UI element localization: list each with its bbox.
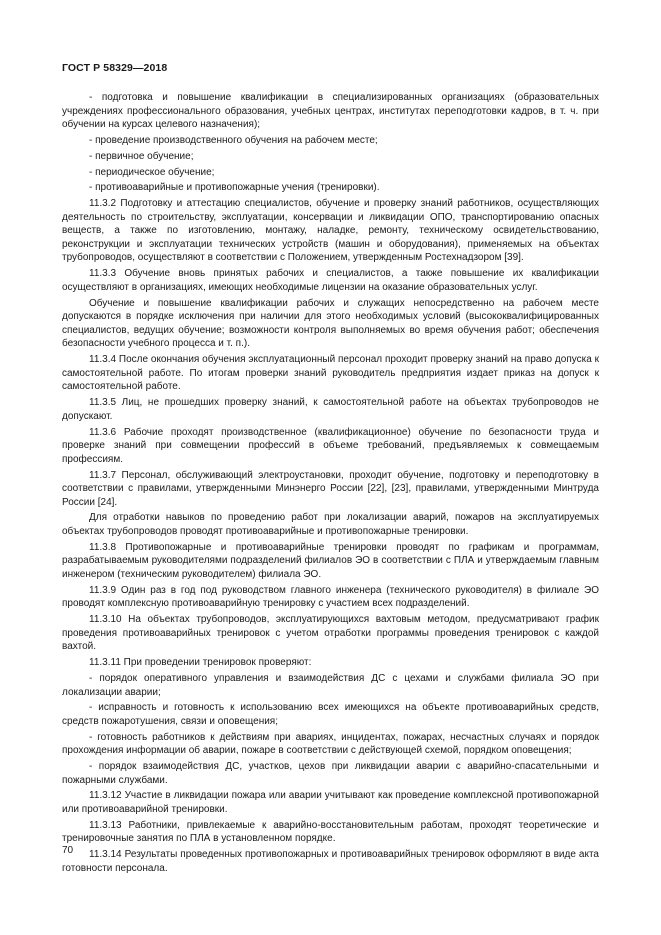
paragraph: 11.3.6 Рабочие проходят производственное (квалификационное) обучение по безопасности труда и проверке знаний при совмещении профессий в объеме требований, предъявляемых к совмещаемым профессиям. (62, 426, 599, 465)
paragraph: 11.3.4 После окончания обучения эксплуатационный персонал проходит проверку знаний на право допуска к самостоятельной работе. По итогам проверки знаний руководитель предприятия издает приказ на допуск к самостоятельной работе. (62, 354, 599, 393)
page-number: 70 (62, 845, 74, 856)
paragraph: - порядок оперативного управления и взаимодействия ДС с цехами и службами филиала ЭО при локализации аварии; (62, 672, 599, 698)
paragraph: - исправность и готовность к использованию всех имеющихся на объекте противоаварийных средств, средств пожаротушения, связи и оповещения; (62, 702, 599, 727)
paragraph: 11.3.13 Работники, привлекаемые к аварийно-восстановительным работам, проходят теоретические и тренировочные занятия по ПЛА в установленном порядке. (62, 819, 599, 845)
document-header: ГОСТ Р 58329—2018 (62, 62, 168, 74)
paragraph: 11.3.10 На объектах трубопроводов, эксплуатирующихся вахтовым методом, предусматривают график проведения противоаварийных тренировок с учетом отработки программы проведения тренировок с каждой вахтой. (62, 614, 599, 653)
paragraph: 11.3.14 Результаты проведенных противопожарных и противоаварийных тренировок оформляют в виде акта готовности персонала. (62, 849, 599, 874)
paragraph: - противоаварийные и противопожарные учения (тренировки). (89, 182, 380, 194)
paragraph: - периодическое обучение; (89, 166, 215, 178)
paragraph: 11.3.3 Обучение вновь принятых рабочих и специалистов, а также повышение их квалификации осуществляют в организациях, имеющих необходимые лицензии на оказание образовательных услуг. (62, 268, 599, 293)
paragraph: Для отработки навыков по проведению работ при локализации аварий, пожаров на эксплуатируемых объектах трубопроводов проводят противоаварийные и противопожарные тренировки. (62, 512, 599, 538)
paragraph: 11.3.8 Противопожарные и противоаварийные тренировки проводят по графикам и программам, разрабатываемым руководителями подразделений филиалов ЭО в соответствии с ПЛА и утверждаемым главным инженером (техническим руководителем) филиала ЭО. (62, 541, 599, 581)
paragraph: 11.3.12 Участие в ликвидации пожара или аварии учитывают как проведение комплексной противопожарной или противоаварийной тренировки. (62, 790, 599, 816)
paragraph: 11.3.5 Лиц, не прошедших проверку знаний, к самостоятельной работе на объектах трубопроводов не допускают. (62, 397, 599, 422)
paragraph: - готовность работников к действиям при авариях, инцидентах, пожарах, несчастных случаях и порядок прохождения информации об аварии, пожаре в соответствии с действующей схемой, порядком оповещения; (62, 731, 599, 757)
paragraph: 11.3.9 Один раз в год под руководством главного инженера (технического руководителя) в филиале ЭО проводят комплексную противоаварийную тренировку с участием всех подразделений. (62, 584, 599, 610)
paragraph: - проведение производственного обучения на рабочем месте; (89, 134, 378, 146)
paragraph: 11.3.7 Персонал, обслуживающий электроустановки, проходит обучение, подготовку и переподготовку в соответствии с правилами, утвержденными Минэнерго России [22], [23], правилами, утвержденными Минтруда России [24]. (62, 469, 599, 508)
paragraph: 11.3.11 При проведении тренировок проверяют: (89, 657, 312, 669)
paragraph: - первичное обучение; (89, 150, 194, 162)
paragraph: - подготовка и повышение квалификации в специализированных организациях (образовательных учреждениях профессионального образования, учебных центрах, институтах переподготовки кадров, в т. ч. при обучении на курсах целевого назначения); (62, 92, 599, 131)
paragraph: Обучение и повышение квалификации рабочих и служащих непосредственно на рабочем месте допускаются в порядке исключения при наличии для этого необходимых условий (высококвалифицированных специалистов, ведущих обучение; возможности контроля выполняемых во время обучения работ; обеспечения безопасности учебного процесса и т. п.). (62, 297, 599, 350)
paragraph: 11.3.2 Подготовку и аттестацию специалистов, обучение и проверку знаний работников, осуществляющих деятельность по строительству, эксплуатации, консервации и ликвидации ОПО, транспортированию опасных веществ, а также по изготовлению, монтажу, наладке, ремонту, техническому освидетельствованию, реконструкции и эксплуатации технических устройств (машин и оборудования), применяемых на объектах трубопроводов, осуществляют в соответствии с Положением, утвержденным Ростехнадзором [39]. (62, 198, 599, 264)
paragraph: - порядок взаимодействия ДС, участков, цехов при ликвидации аварии с аварийно-спасательными и пожарными службами. (62, 761, 599, 786)
document-body (62, 91, 599, 878)
